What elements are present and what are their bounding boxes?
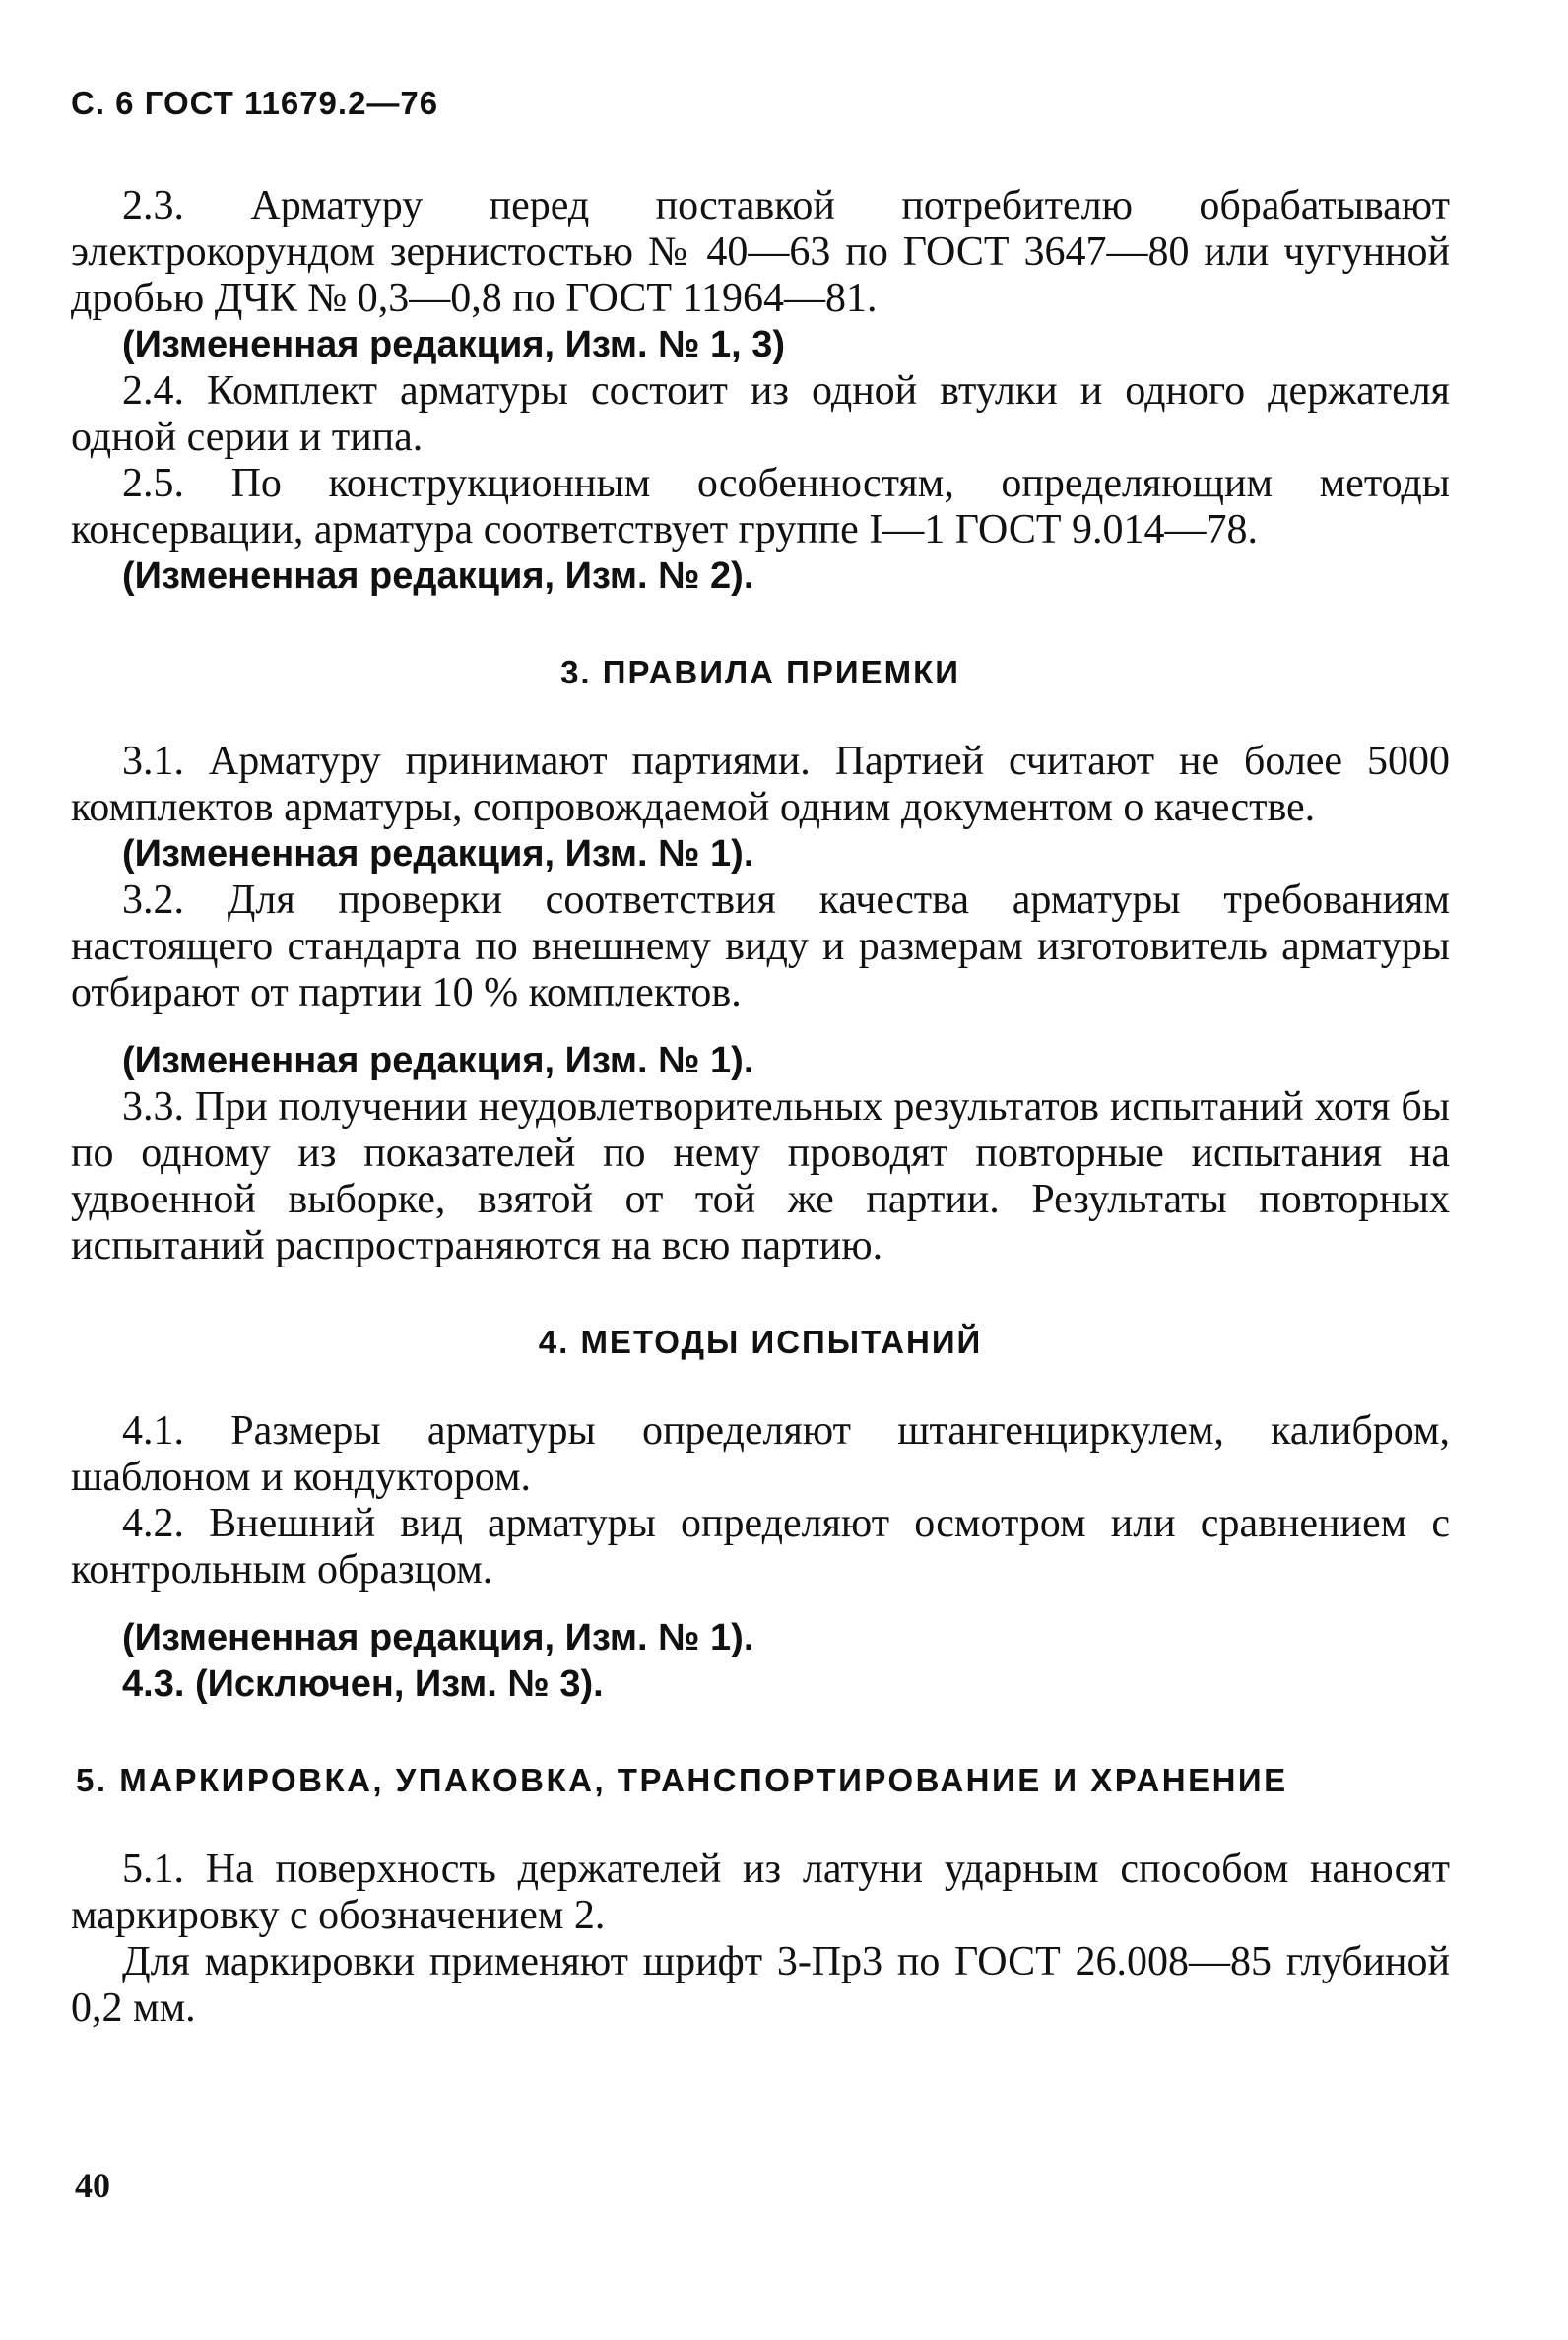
section-4-title: 4. МЕТОДЫ ИСПЫТАНИЙ bbox=[538, 1324, 983, 1360]
amendment-note-4-2: (Измененная редакция, Изм. № 1). bbox=[122, 1617, 754, 1658]
paragraph-2-3: 2.3. Арматуру перед поставкой потребителю обрабатывают электрокорундом зернистостью № 40—63 по ГОСТ 3647—80 или чугунной дробью ДЧК № 0,3—0,8 по ГОСТ 11964—81. bbox=[71, 183, 1450, 321]
paragraph-4-3-excluded: 4.3. (Исключен, Изм. № 3). bbox=[122, 1663, 604, 1705]
paragraph-3-1: 3.1. Арматуру принимают партиями. Партией считают не более 5000 комплектов арматуры, сопровождаемой одним документом о качестве. bbox=[71, 739, 1450, 830]
paragraph-4-2: 4.2. Внешний вид арматуры определяют осмотром или сравнением с контрольным образцом. bbox=[71, 1501, 1450, 1592]
paragraph-3-3: 3.3. При получении неудовлетворительных результатов испытаний хотя бы по одному из показателей по нему проводят повторные испытания на удвоенной выборке, взятой от той же партии. Результаты повторных испытаний распространяются на всю партию. bbox=[71, 1084, 1450, 1268]
paragraph-5-1: 5.1. На поверхность держателей из латуни ударным способом наносят маркировку с обозначением 2. bbox=[71, 1847, 1450, 1938]
paragraph-2-5: 2.5. По конструкционным особенностям, определяющим методы консервации, арматура соответствует группе I—1 ГОСТ 9.014—78. bbox=[71, 461, 1450, 552]
amendment-note-3-1: (Измененная редакция, Изм. № 1). bbox=[122, 833, 754, 875]
page-number: 40 bbox=[75, 2166, 110, 2205]
section-3-title: 3. ПРАВИЛА ПРИЕМКИ bbox=[560, 654, 960, 690]
paragraph-2-4: 2.4. Комплект арматуры состоит из одной втулки и одного держателя одной серии и типа. bbox=[71, 368, 1450, 460]
paragraph-5-1-marking-font: Для маркировки применяют шрифт 3-Пр3 по ГОСТ 26.008—85 глубиной 0,2 мм. bbox=[71, 1939, 1450, 2031]
page-header: С. 6 ГОСТ 11679.2—76 bbox=[71, 85, 439, 121]
amendment-note-2-3: (Измененная редакция, Изм. № 1, 3) bbox=[122, 324, 786, 365]
amendment-note-3-2: (Измененная редакция, Изм. № 1). bbox=[122, 1040, 754, 1081]
section-5-title: 5. МАРКИРОВКА, УПАКОВКА, ТРАНСПОРТИРОВАНИЕ И ХРАНЕНИЕ bbox=[76, 1762, 1288, 1798]
document-page bbox=[71, 85, 1450, 2032]
paragraph-4-1: 4.1. Размеры арматуры определяют штангенциркулем, калибром, шаблоном и кондуктором. bbox=[71, 1408, 1450, 1500]
paragraph-3-2: 3.2. Для проверки соответствия качества арматуры требованиям настоящего стандарта по внешнему виду и размерам изготовитель арматуры отбирают от партии 10 % комплектов. bbox=[71, 878, 1450, 1015]
amendment-note-2-5: (Измененная редакция, Изм. № 2). bbox=[122, 555, 754, 597]
